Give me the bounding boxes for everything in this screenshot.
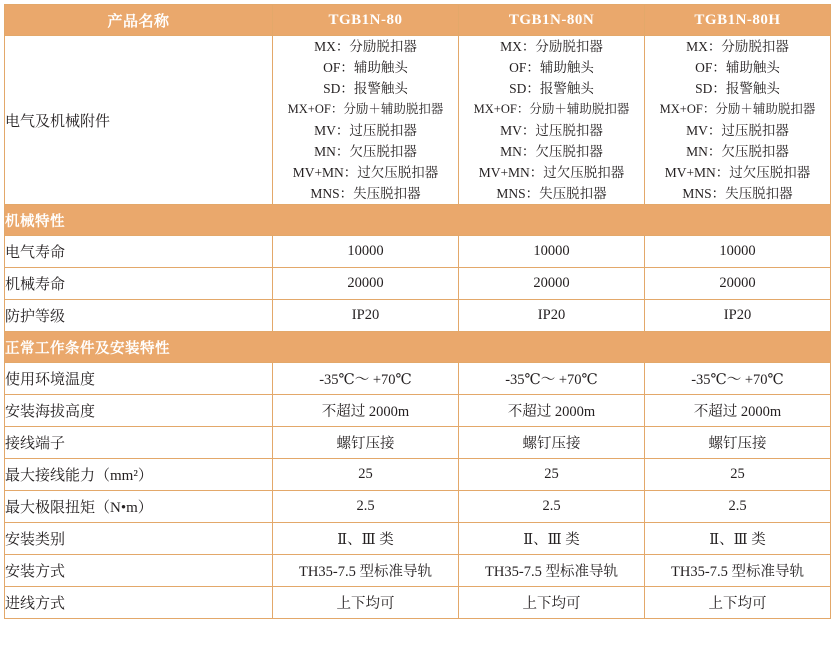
row-label: 安装方式 <box>5 555 273 587</box>
row-value: Ⅱ、Ⅲ 类 <box>273 523 459 555</box>
table-row <box>5 555 831 587</box>
accessory-line: MN：欠压脱扣器 <box>500 144 603 159</box>
row-label: 电气寿命 <box>5 236 273 268</box>
table-header-row <box>5 5 831 36</box>
table-row <box>5 395 831 427</box>
row-value: 不超过 2000m <box>273 395 459 427</box>
row-value: Ⅱ、Ⅲ 类 <box>645 523 831 555</box>
row-value: -35℃～ +70℃ <box>459 363 645 395</box>
row-value: IP20 <box>459 300 645 332</box>
accessory-line: MX+OF：分励＋辅助脱扣器 <box>287 102 444 116</box>
row-label: 安装海拔高度 <box>5 395 273 427</box>
accessory-cell-model-3 <box>645 36 831 205</box>
row-value: Ⅱ、Ⅲ 类 <box>459 523 645 555</box>
row-value: 不超过 2000m <box>645 395 831 427</box>
accessory-line: MNS：失压脱扣器 <box>310 186 421 201</box>
header-product-name: 产品名称 <box>5 5 273 36</box>
accessory-line: MV：过压脱扣器 <box>686 123 789 138</box>
row-value: 10000 <box>459 236 645 268</box>
row-value: 螺钉压接 <box>273 427 459 459</box>
table-row <box>5 523 831 555</box>
accessory-line: MV：过压脱扣器 <box>314 123 417 138</box>
row-value: 10000 <box>645 236 831 268</box>
row-label: 进线方式 <box>5 587 273 619</box>
row-value: 螺钉压接 <box>459 427 645 459</box>
row-value: 2.5 <box>273 491 459 523</box>
section-header-mechanical <box>5 205 831 236</box>
table-row <box>5 459 831 491</box>
row-value: 上下均可 <box>459 587 645 619</box>
accessory-line: OF：辅助触头 <box>509 60 594 75</box>
accessory-line: MNS：失压脱扣器 <box>682 186 793 201</box>
accessory-line: SD：报警触头 <box>695 81 780 96</box>
row-value: 2.5 <box>645 491 831 523</box>
row-value: 螺钉压接 <box>645 427 831 459</box>
table-row <box>5 587 831 619</box>
accessory-line: MX+OF：分励＋辅助脱扣器 <box>659 102 816 116</box>
header-model-1: TGB1N-80 <box>273 5 459 36</box>
accessory-cell-model-1 <box>273 36 459 205</box>
row-value: 上下均可 <box>273 587 459 619</box>
accessory-row-label: 电气及机械附件 <box>5 36 273 205</box>
row-label: 防护等级 <box>5 300 273 332</box>
accessory-line: MV：过压脱扣器 <box>500 123 603 138</box>
accessory-line: MN：欠压脱扣器 <box>686 144 789 159</box>
accessory-line: MV+MN：过欠压脱扣器 <box>292 165 439 180</box>
row-label: 最大接线能力（mm²） <box>5 459 273 491</box>
table-row <box>5 427 831 459</box>
accessory-line: SD：报警触头 <box>509 81 594 96</box>
section-title: 机械特性 <box>5 205 831 236</box>
header-model-2: TGB1N-80N <box>459 5 645 36</box>
row-value: 25 <box>273 459 459 491</box>
accessory-line: MV+MN：过欠压脱扣器 <box>478 165 625 180</box>
row-label: 最大极限扭矩（N•m） <box>5 491 273 523</box>
table-row <box>5 363 831 395</box>
row-value: 2.5 <box>459 491 645 523</box>
accessory-line: MX：分励脱扣器 <box>686 39 789 54</box>
accessory-row <box>5 36 831 205</box>
header-model-3: TGB1N-80H <box>645 5 831 36</box>
accessory-line: MX+OF：分励＋辅助脱扣器 <box>473 102 630 116</box>
row-value: -35℃～ +70℃ <box>273 363 459 395</box>
row-value: IP20 <box>645 300 831 332</box>
row-value: TH35-7.5 型标准导轨 <box>645 555 831 587</box>
row-value: 25 <box>645 459 831 491</box>
row-value: 不超过 2000m <box>459 395 645 427</box>
row-label: 安装类别 <box>5 523 273 555</box>
table-row <box>5 268 831 300</box>
specification-table <box>4 4 831 619</box>
table-row <box>5 236 831 268</box>
accessory-line: MNS：失压脱扣器 <box>496 186 607 201</box>
row-value: IP20 <box>273 300 459 332</box>
accessory-line: OF：辅助触头 <box>695 60 780 75</box>
row-value: 25 <box>459 459 645 491</box>
row-value: TH35-7.5 型标准导轨 <box>273 555 459 587</box>
accessory-cell-model-2 <box>459 36 645 205</box>
section-header-operating-conditions <box>5 332 831 363</box>
row-label: 使用环境温度 <box>5 363 273 395</box>
accessory-line: MX：分励脱扣器 <box>314 39 417 54</box>
row-value: -35℃～ +70℃ <box>645 363 831 395</box>
row-value: TH35-7.5 型标准导轨 <box>459 555 645 587</box>
table-row <box>5 491 831 523</box>
accessory-line: OF：辅助触头 <box>323 60 408 75</box>
accessory-line: MN：欠压脱扣器 <box>314 144 417 159</box>
accessory-line: MX：分励脱扣器 <box>500 39 603 54</box>
accessory-line: MV+MN：过欠压脱扣器 <box>664 165 811 180</box>
row-value: 20000 <box>273 268 459 300</box>
row-value: 20000 <box>459 268 645 300</box>
row-value: 20000 <box>645 268 831 300</box>
row-value: 10000 <box>273 236 459 268</box>
accessory-line: SD：报警触头 <box>323 81 408 96</box>
spec-sheet <box>0 4 834 666</box>
section-title: 正常工作条件及安装特性 <box>5 332 831 363</box>
table-row <box>5 300 831 332</box>
row-value: 上下均可 <box>645 587 831 619</box>
row-label: 机械寿命 <box>5 268 273 300</box>
row-label: 接线端子 <box>5 427 273 459</box>
